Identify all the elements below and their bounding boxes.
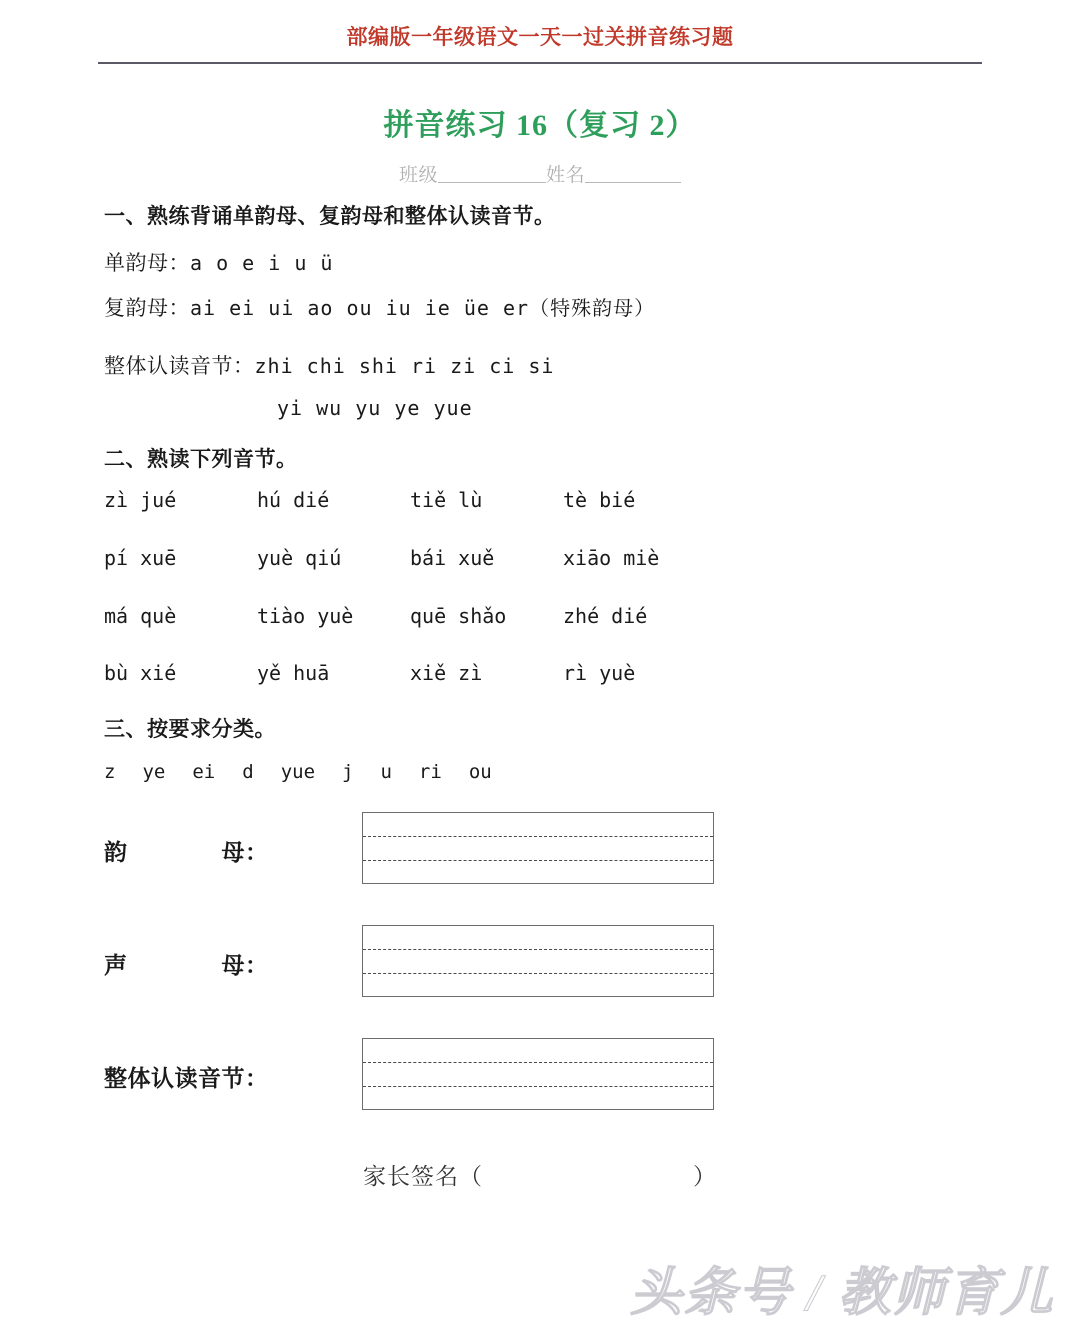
name-blank-line[interactable] [585, 167, 681, 183]
writing-guide-line [363, 949, 713, 950]
classify-item: u [380, 761, 392, 783]
watermark: 头条号 / 教师育儿 [630, 1265, 1055, 1322]
classify-item: yue [280, 761, 316, 783]
classify-item: ei [192, 761, 216, 783]
parent-signature-line [0, 1158, 1080, 1191]
name-label: 姓名 [546, 165, 586, 186]
writing-guide-line [363, 1086, 713, 1087]
whole-syllables-value-1: zhi chi shi ri zi ci si [254, 354, 555, 378]
header-banner-text: 部编版一年级语文一天一过关拼音练习题 [346, 25, 734, 49]
syllable-row [104, 661, 724, 685]
syllable-cell: tiě lù [410, 488, 483, 512]
writing-guide-line [363, 860, 713, 861]
compound-finals-value: ai ei ui ao ou iu ie üe er（特殊韵母） [190, 296, 656, 320]
syllable-cell: má què [104, 604, 177, 628]
answer-group-whole-syllables [104, 1038, 724, 1138]
syllable-cell: tiào yuè [257, 604, 354, 628]
writing-guide-line [363, 1062, 713, 1063]
simple-finals-value: a o e i u ü [190, 251, 334, 275]
syllable-cell: bái xuě [410, 546, 495, 570]
syllable-row [104, 546, 724, 570]
syllable-row [104, 604, 724, 628]
syllable-cell: xiāo miè [563, 546, 660, 570]
class-blank-line[interactable] [438, 167, 546, 183]
classify-item: j [342, 761, 354, 783]
answer-label-finals: 韵 母： [104, 840, 269, 865]
answer-group-initials [104, 925, 724, 1025]
simple-finals-label: 单韵母： [104, 251, 190, 275]
student-info-row [0, 160, 1080, 187]
syllable-cell: yuè qiú [257, 546, 342, 570]
syllable-cell: pí xuē [104, 546, 177, 570]
classify-item: d [242, 761, 254, 783]
classify-item: ye [142, 761, 166, 783]
whole-syllables-line-1 [104, 350, 554, 380]
whole-syllables-label: 整体认读音节： [104, 354, 255, 378]
section-three-heading: 三、按要求分类。 [104, 717, 276, 741]
syllable-cell: xiě zì [410, 661, 483, 685]
answer-label-whole-syllables: 整体认读音节： [104, 1066, 269, 1091]
classify-item: ou [468, 761, 492, 783]
whole-syllables-line-2 [277, 396, 473, 421]
section-one-heading: 一、熟练背诵单韵母、复韵母和整体认读音节。 [104, 204, 556, 228]
writing-guide-line [363, 973, 713, 974]
page-header [98, 26, 982, 49]
compound-finals-line [104, 292, 655, 322]
syllable-cell: zhé dié [563, 604, 648, 628]
class-label: 班级 [398, 165, 438, 186]
parent-signature-label: 家长签名（ [363, 1164, 483, 1189]
parent-signature-close: ） [693, 1164, 717, 1189]
page-title: 拼音练习 16（复习 2） [383, 109, 697, 142]
answer-box-initials[interactable] [362, 925, 714, 997]
compound-finals-label: 复韵母： [104, 296, 190, 320]
header-divider [98, 62, 982, 64]
classify-item: ri [418, 761, 442, 783]
syllable-cell: rì yuè [563, 661, 636, 685]
syllable-cell: yě huā [257, 661, 330, 685]
whole-syllables-value-2: yi wu yu ye yue [277, 396, 473, 420]
syllable-cell: bù xié [104, 661, 177, 685]
answer-label-initials: 声 母： [104, 953, 269, 978]
classify-items-row [104, 761, 519, 783]
simple-finals-line [104, 247, 333, 277]
answer-group-finals [104, 812, 724, 912]
classify-item: z [104, 761, 116, 783]
section-two-heading: 二、熟读下列音节。 [104, 447, 298, 471]
syllable-row [104, 488, 724, 512]
syllable-cell: tè bié [563, 488, 636, 512]
syllable-cell: hú dié [257, 488, 330, 512]
writing-guide-line [363, 836, 713, 837]
syllable-cell: zì jué [104, 488, 177, 512]
answer-box-finals[interactable] [362, 812, 714, 884]
syllable-cell: quē shǎo [410, 604, 507, 628]
answer-box-whole-syllables[interactable] [362, 1038, 714, 1110]
